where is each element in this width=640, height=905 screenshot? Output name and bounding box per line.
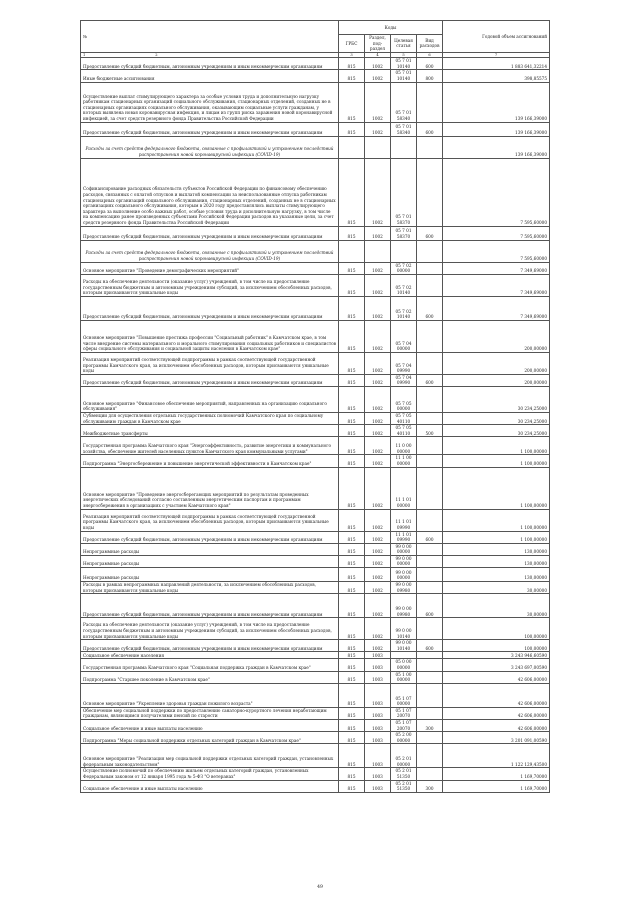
cell-sec: 1003 bbox=[365, 659, 391, 671]
cell-name: Предоставление субсидий бюджетным, автономным учреждениям и иным некоммерческим организациям bbox=[81, 374, 339, 386]
cell-grbs: 815 bbox=[339, 659, 365, 671]
table-row bbox=[81, 58, 550, 70]
cell-sec: 1003 bbox=[365, 744, 391, 768]
cell-kind bbox=[417, 555, 443, 567]
cell-name: Предоставление субсидий бюджетным, автономным учреждениям и иным некоммерческим организациям bbox=[81, 226, 339, 240]
cell-art: 05 7 04 00000 bbox=[391, 320, 417, 352]
cell-grbs: 815 bbox=[339, 296, 365, 320]
table-row bbox=[81, 509, 550, 531]
cell-grbs: 815 bbox=[339, 732, 365, 744]
cell-name: Реализация мероприятий соответствующей подпрограммы в рамках соответствующей государственной программы Камчатского края, за исключением обособленных расходов, которым присваиваются уникальные коды bbox=[81, 509, 339, 531]
cell-name: Социальное обеспечение и иные выплаты населению bbox=[81, 780, 339, 792]
cell-name: Подпрограмма "Старшее поколение в Камчатском крае" bbox=[81, 671, 339, 683]
cell-sum: 7 595,60000 bbox=[443, 240, 550, 262]
cell-art: 05 7 01 10140 bbox=[391, 58, 417, 70]
cell-grbs bbox=[339, 240, 365, 262]
cell-kind bbox=[417, 158, 443, 226]
cell-grbs: 815 bbox=[339, 531, 365, 543]
cell-sum: 30,00000 bbox=[443, 594, 550, 618]
cell-kind: 600 bbox=[417, 122, 443, 136]
cell-sum: 398,85575 bbox=[443, 70, 550, 82]
cell-kind: 600 bbox=[417, 296, 443, 320]
cell-art: 11 0 00 00000 bbox=[391, 437, 417, 455]
cell-name: Иные бюджетные ассигнования bbox=[81, 70, 339, 82]
header-codes: Коды bbox=[339, 21, 443, 35]
cell-kind bbox=[417, 707, 443, 719]
table-row bbox=[81, 82, 550, 122]
cell-kind bbox=[417, 274, 443, 296]
cell-kind: 600 bbox=[417, 226, 443, 240]
cell-art: 99 0 00 00000 bbox=[391, 543, 417, 555]
table-row bbox=[81, 780, 550, 792]
cell-kind bbox=[417, 732, 443, 744]
cell-kind: 600 bbox=[417, 640, 443, 652]
cell-sec: 1002 bbox=[365, 320, 391, 352]
cell-sec: 1002 bbox=[365, 226, 391, 240]
cell-sum: 1 100,00000 bbox=[443, 509, 550, 531]
cell-name: Предоставление субсидий бюджетным, автономным учреждениям и иным некоммерческим организациям bbox=[81, 594, 339, 618]
cell-grbs: 815 bbox=[339, 720, 365, 732]
table-row bbox=[81, 425, 550, 437]
cell-name: Основное мероприятие "Финансовое обеспечение мероприятий, направленных на организацию социального обслуживания" bbox=[81, 386, 339, 412]
cell-sec: 1002 bbox=[365, 425, 391, 437]
cell-grbs: 815 bbox=[339, 425, 365, 437]
cell-sec bbox=[365, 136, 391, 158]
cell-kind: 600 bbox=[417, 58, 443, 70]
index-3: 3 bbox=[339, 52, 365, 57]
cell-name: Межбюджетные трансферты bbox=[81, 425, 339, 437]
cell-grbs: 815 bbox=[339, 274, 365, 296]
cell-sec: 1002 bbox=[365, 296, 391, 320]
cell-art: 11 1 01 09990 bbox=[391, 531, 417, 543]
cell-kind bbox=[417, 683, 443, 707]
cell-grbs: 815 bbox=[339, 768, 365, 780]
cell-grbs: 815 bbox=[339, 671, 365, 683]
cell-grbs: 815 bbox=[339, 467, 365, 509]
cell-sum: 1 122 129,43500 bbox=[443, 744, 550, 768]
cell-sec: 1002 bbox=[365, 70, 391, 82]
cell-kind: 600 bbox=[417, 374, 443, 386]
budget-table bbox=[80, 20, 550, 793]
cell-name: Реализация мероприятий соответствующей подпрограммы в рамках соответствующей государственной программы Камчатского края, за исключением обособленных расходов, которым присваиваются уникальные коды bbox=[81, 352, 339, 374]
cell-name: Обеспечение мер социальной поддержки по предоставлению санаторно-курортного лечения неработающим гражданам, являющимся получателями пенсий по старости bbox=[81, 707, 339, 719]
cell-art: 99 0 00 00000 bbox=[391, 555, 417, 567]
cell-name: Непрограммные расходы bbox=[81, 543, 339, 555]
cell-sec: 1003 bbox=[365, 671, 391, 683]
cell-name: Софинансирование расходных обязательств субъектов Российской Федерации по финансовому обеспечению расходов, связанных с оплатой отпусков и выплатой компенсации за неиспользованные отпуска работникам стационарных организаций социального обслуживания, стационарных отделений, созданных не в стационарных организациях социального обслуживания, которым в 2020 году предоставлялись выплаты стимулирующего характера за выполнение особо важных работ, особые условия труда и дополнительную нагрузку, в том числе на компенсацию ранее произведенных субъектами Российской Федерации расходов на указанные цели, за счет средств резервного фонда Правительства Российской Федерации bbox=[81, 158, 339, 226]
table-row bbox=[81, 531, 550, 543]
cell-name: Основное мероприятие "Проведение демографических мероприятий" bbox=[81, 262, 339, 274]
cell-grbs: 815 bbox=[339, 568, 365, 582]
cell-grbs: 815 bbox=[339, 262, 365, 274]
cell-name: Основное мероприятие "Реализация мер социальной поддержки отдельных категорий граждан, установленных федеральным законодательством" bbox=[81, 744, 339, 768]
header-article: Целевая статья bbox=[391, 35, 417, 53]
header-annual-sum: Годовой объем ассигнований bbox=[443, 21, 550, 53]
cell-name: Непрограммные расходы bbox=[81, 555, 339, 567]
cell-grbs: 815 bbox=[339, 594, 365, 618]
cell-kind bbox=[417, 671, 443, 683]
table-row bbox=[81, 659, 550, 671]
cell-grbs: 815 bbox=[339, 82, 365, 122]
cell-sum: 7 349,69000 bbox=[443, 262, 550, 274]
cell-kind bbox=[417, 240, 443, 262]
cell-grbs: 815 bbox=[339, 652, 365, 659]
cell-kind bbox=[417, 437, 443, 455]
cell-kind bbox=[417, 455, 443, 467]
cell-sum: 1 169,70000 bbox=[443, 780, 550, 792]
cell-sum: 130,00000 bbox=[443, 568, 550, 582]
cell-art bbox=[391, 136, 417, 158]
cell-sum: 42 606,00000 bbox=[443, 707, 550, 719]
cell-art: 05 7 02 00000 bbox=[391, 262, 417, 274]
cell-sum: 7 595,60000 bbox=[443, 226, 550, 240]
cell-art: 11 1 01 09990 bbox=[391, 509, 417, 531]
cell-sec: 1002 bbox=[365, 437, 391, 455]
table-row bbox=[81, 240, 550, 262]
cell-name: Расходы за счет средств федерального бюджета, связанные с профилактикой и устранением последствий распространения новой коронавирусной инфекции (COVID-19) bbox=[81, 240, 339, 262]
header-grbs: ГРБС bbox=[339, 35, 365, 53]
table-row bbox=[81, 226, 550, 240]
cell-sum: 1 100,00000 bbox=[443, 531, 550, 543]
table-row bbox=[81, 618, 550, 640]
table-row bbox=[81, 768, 550, 780]
cell-name: Основное мероприятие "Укрепление здоровья граждан пожилого возраста" bbox=[81, 683, 339, 707]
cell-sec: 1002 bbox=[365, 509, 391, 531]
table-row bbox=[81, 158, 550, 226]
table-row bbox=[81, 136, 550, 158]
cell-sec: 1002 bbox=[365, 386, 391, 412]
cell-art: 05 0 00 00000 bbox=[391, 659, 417, 671]
cell-art: 05 7 04 09990 bbox=[391, 352, 417, 374]
cell-name: Предоставление субсидий бюджетным, автономным учреждениям и иным некоммерческим организациям bbox=[81, 640, 339, 652]
cell-sec: 1002 bbox=[365, 374, 391, 386]
cell-kind: 600 bbox=[417, 531, 443, 543]
cell-kind bbox=[417, 582, 443, 594]
cell-kind bbox=[417, 659, 443, 671]
cell-sum: 42 606,00000 bbox=[443, 671, 550, 683]
cell-sec: 1002 bbox=[365, 618, 391, 640]
cell-kind bbox=[417, 744, 443, 768]
cell-art: 05 7 04 09990 bbox=[391, 374, 417, 386]
cell-grbs: 815 bbox=[339, 509, 365, 531]
cell-grbs: 815 bbox=[339, 780, 365, 792]
cell-art: 05 1 07 20070 bbox=[391, 707, 417, 719]
cell-grbs: 815 bbox=[339, 58, 365, 70]
cell-sec: 1002 bbox=[365, 568, 391, 582]
cell-sec: 1002 bbox=[365, 274, 391, 296]
cell-sum: 7 595,60000 bbox=[443, 158, 550, 226]
cell-grbs: 815 bbox=[339, 412, 365, 424]
cell-name: Расходы на обеспечение деятельности (оказание услуг) учреждений, в том числе на предоставление государственным бюджетным и автономным учреждениям субсидий, за исключением обособленных расходов, которым присваиваются уникальные коды bbox=[81, 618, 339, 640]
header-number: № bbox=[81, 21, 339, 53]
cell-grbs: 815 bbox=[339, 707, 365, 719]
cell-name: Социальное обеспечение и иные выплаты населению bbox=[81, 720, 339, 732]
table-row bbox=[81, 412, 550, 424]
cell-name: Субвенции для осуществления отдельных государственных полномочий Камчатского края по социальному обслуживанию граждан в Камчатском крае bbox=[81, 412, 339, 424]
cell-grbs: 815 bbox=[339, 582, 365, 594]
cell-grbs: 815 bbox=[339, 374, 365, 386]
document-page bbox=[80, 20, 550, 793]
cell-name: Предоставление субсидий бюджетным, автономным учреждениям и иным некоммерческим организациям bbox=[81, 58, 339, 70]
cell-art: 99 0 00 09980 bbox=[391, 582, 417, 594]
cell-art: 99 0 00 10140 bbox=[391, 640, 417, 652]
cell-sum: 200,00000 bbox=[443, 374, 550, 386]
cell-grbs: 815 bbox=[339, 455, 365, 467]
cell-sum: 7 349,69000 bbox=[443, 274, 550, 296]
cell-art: 11 1 01 00000 bbox=[391, 467, 417, 509]
cell-art: 05 7 05 00000 bbox=[391, 386, 417, 412]
cell-sum: 30 234,25000 bbox=[443, 386, 550, 412]
index-2: 2 bbox=[155, 52, 158, 57]
table-row bbox=[81, 582, 550, 594]
cell-kind: 300 bbox=[417, 720, 443, 732]
cell-kind bbox=[417, 386, 443, 412]
cell-grbs: 815 bbox=[339, 158, 365, 226]
cell-sec: 1002 bbox=[365, 352, 391, 374]
cell-art: 05 7 01 58370 bbox=[391, 158, 417, 226]
table-row bbox=[81, 386, 550, 412]
cell-name: Государственная программа Камчатского края "Энергоэффективность, развитие энергетики и коммунального хозяйства, обеспечение жителей населенных пунктов Камчатского края коммунальными услугами" bbox=[81, 437, 339, 455]
cell-sum: 200,00000 bbox=[443, 320, 550, 352]
cell-name: Основное мероприятие "Проведение энергосберегающих мероприятий по результатам проведенных энергетических обследований согласно составленным энергетическим паспортам и программам энергосбережения в организациях с участием Камчатского края" bbox=[81, 467, 339, 509]
cell-sec: 1002 bbox=[365, 122, 391, 136]
cell-sum: 3 243 946,60590 bbox=[443, 652, 550, 659]
cell-grbs: 815 bbox=[339, 640, 365, 652]
cell-sum: 1 169,70000 bbox=[443, 768, 550, 780]
cell-sec: 1002 bbox=[365, 555, 391, 567]
cell-sec: 1003 bbox=[365, 683, 391, 707]
cell-kind bbox=[417, 82, 443, 122]
cell-kind bbox=[417, 136, 443, 158]
cell-sum: 139 166,39000 bbox=[443, 136, 550, 158]
cell-art: 11 1 00 00000 bbox=[391, 455, 417, 467]
cell-name: Основное мероприятие "Повышение престижа профессии "Социальный работник" в Камчатском крае, в том числе внедрение системы материального и морального стимулирования социальных работников и специалистов сферы социального обслуживания и социальной защиты населения в Камчатском крае" bbox=[81, 320, 339, 352]
cell-kind: 500 bbox=[417, 425, 443, 437]
cell-name: Подпрограмма "Энергосбережение и повышение энергетической эффективности в Камчатском крае" bbox=[81, 455, 339, 467]
table-row bbox=[81, 320, 550, 352]
cell-sum: 1 100,00000 bbox=[443, 455, 550, 467]
cell-sec: 1002 bbox=[365, 412, 391, 424]
cell-sec: 1003 bbox=[365, 768, 391, 780]
table-row bbox=[81, 594, 550, 618]
cell-name: Государственная программа Камчатского края "Социальная поддержка граждан в Камчатском крае" bbox=[81, 659, 339, 671]
cell-name: Осуществление полномочий по обеспечению жильем отдельных категорий граждан, установленных Федеральным законом от 12 января 1995 года № 5-ФЗ "О ветеранах" bbox=[81, 768, 339, 780]
table-row bbox=[81, 437, 550, 455]
cell-grbs: 815 bbox=[339, 744, 365, 768]
cell-sum: 130,00000 bbox=[443, 543, 550, 555]
cell-grbs: 815 bbox=[339, 320, 365, 352]
index-5: 5 bbox=[391, 52, 417, 57]
cell-sec: 1002 bbox=[365, 543, 391, 555]
cell-art: 05 7 01 58340 bbox=[391, 122, 417, 136]
cell-art: 05 2 01 00000 bbox=[391, 744, 417, 768]
cell-grbs: 815 bbox=[339, 70, 365, 82]
table-row bbox=[81, 555, 550, 567]
table-row bbox=[81, 455, 550, 467]
table-row bbox=[81, 671, 550, 683]
cell-sec: 1002 bbox=[365, 582, 391, 594]
cell-sec: 1002 bbox=[365, 467, 391, 509]
table-row bbox=[81, 262, 550, 274]
cell-grbs: 815 bbox=[339, 386, 365, 412]
cell-art: 05 2 01 51350 bbox=[391, 780, 417, 792]
cell-sum: 200,00000 bbox=[443, 352, 550, 374]
table-row bbox=[81, 274, 550, 296]
cell-kind bbox=[417, 352, 443, 374]
cell-sec: 1002 bbox=[365, 58, 391, 70]
cell-name: Расходы в рамках непрограммных направлений деятельности, за исключением обособленных расходов, которым присваиваются уникальные коды bbox=[81, 582, 339, 594]
cell-art: 05 2 00 00000 bbox=[391, 732, 417, 744]
table-body bbox=[81, 58, 550, 793]
cell-sum: 1 100,00000 bbox=[443, 437, 550, 455]
cell-name: Расходы на обеспечение деятельности (оказание услуг) учреждений, в том числе на предоставление государственным бюджетным и автономным учреждениям субсидий, за исключением обособленных расходов, которым присваиваются уникальные коды bbox=[81, 274, 339, 296]
cell-kind bbox=[417, 412, 443, 424]
cell-sum: 3 201 091,00590 bbox=[443, 732, 550, 744]
cell-name: Подпрограмма "Меры социальной поддержки отдельных категорий граждан в Камчатском крае" bbox=[81, 732, 339, 744]
cell-name: Социальное обеспечение населения bbox=[81, 652, 339, 659]
cell-name: Предоставление субсидий бюджетным, автономным учреждениям и иным некоммерческим организациям bbox=[81, 122, 339, 136]
cell-kind bbox=[417, 262, 443, 274]
cell-grbs: 815 bbox=[339, 226, 365, 240]
cell-sec: 1002 bbox=[365, 262, 391, 274]
cell-art: 05 7 05 40110 bbox=[391, 412, 417, 424]
table-row bbox=[81, 744, 550, 768]
cell-name: Расходы за счет средств федерального бюджета, связанные с профилактикой и устранением последствий распространения новой коронавирусной инфекции (COVID-19) bbox=[81, 136, 339, 158]
cell-sec: 1003 bbox=[365, 780, 391, 792]
cell-sum: 30 234,25000 bbox=[443, 425, 550, 437]
cell-sum: 130,00000 bbox=[443, 555, 550, 567]
cell-sec: 1003 bbox=[365, 732, 391, 744]
page-number: 49 bbox=[317, 885, 323, 890]
cell-sec: 1002 bbox=[365, 82, 391, 122]
cell-sec: 1002 bbox=[365, 158, 391, 226]
cell-sec: 1002 bbox=[365, 640, 391, 652]
table-row bbox=[81, 543, 550, 555]
table-row bbox=[81, 568, 550, 582]
cell-art bbox=[391, 652, 417, 659]
cell-sec: 1002 bbox=[365, 594, 391, 618]
cell-kind bbox=[417, 618, 443, 640]
cell-grbs: 815 bbox=[339, 437, 365, 455]
cell-sum: 30 234,25000 bbox=[443, 412, 550, 424]
cell-art: 99 0 00 00000 bbox=[391, 568, 417, 582]
index-4: 4 bbox=[365, 52, 391, 57]
table-row bbox=[81, 467, 550, 509]
cell-sec: 1003 bbox=[365, 652, 391, 659]
cell-art: 05 1 07 20070 bbox=[391, 720, 417, 732]
cell-sum: 100,00000 bbox=[443, 640, 550, 652]
cell-sum: 3 243 697,00590 bbox=[443, 659, 550, 671]
cell-sum: 42 606,00000 bbox=[443, 683, 550, 707]
cell-art: 05 7 01 10140 bbox=[391, 70, 417, 82]
cell-art: 99 0 00 09980 bbox=[391, 594, 417, 618]
cell-kind bbox=[417, 652, 443, 659]
cell-sum: 139 166,39000 bbox=[443, 122, 550, 136]
cell-sum: 42 606,00000 bbox=[443, 720, 550, 732]
cell-sec: 1002 bbox=[365, 531, 391, 543]
cell-kind bbox=[417, 320, 443, 352]
cell-art: 99 0 00 10140 bbox=[391, 618, 417, 640]
cell-sum: 139 166,39000 bbox=[443, 82, 550, 122]
cell-art: 05 2 01 51350 bbox=[391, 768, 417, 780]
cell-art: 05 7 02 10140 bbox=[391, 296, 417, 320]
cell-sum: 100,00000 bbox=[443, 618, 550, 640]
cell-sum: 7 349,69000 bbox=[443, 296, 550, 320]
cell-grbs: 815 bbox=[339, 683, 365, 707]
cell-sec: 1003 bbox=[365, 707, 391, 719]
cell-sec: 1002 bbox=[365, 455, 391, 467]
cell-art: 05 7 01 58370 bbox=[391, 226, 417, 240]
cell-sec: 1003 bbox=[365, 720, 391, 732]
header-section: Раздел, под-раздел bbox=[365, 35, 391, 53]
cell-grbs bbox=[339, 136, 365, 158]
cell-grbs: 815 bbox=[339, 555, 365, 567]
table-row bbox=[81, 374, 550, 386]
cell-art: 05 1 07 00000 bbox=[391, 683, 417, 707]
table-row bbox=[81, 122, 550, 136]
cell-sum: 30,00000 bbox=[443, 582, 550, 594]
table-row bbox=[81, 707, 550, 719]
cell-grbs: 815 bbox=[339, 618, 365, 640]
index-7: 7 bbox=[443, 52, 550, 57]
cell-sum: 1 883 641,32214 bbox=[443, 58, 550, 70]
cell-art: 05 7 02 10140 bbox=[391, 274, 417, 296]
cell-kind: 800 bbox=[417, 70, 443, 82]
cell-kind bbox=[417, 543, 443, 555]
table-row bbox=[81, 683, 550, 707]
table-row bbox=[81, 296, 550, 320]
table-row bbox=[81, 720, 550, 732]
cell-grbs: 815 bbox=[339, 352, 365, 374]
cell-kind bbox=[417, 768, 443, 780]
cell-kind: 600 bbox=[417, 594, 443, 618]
table-row bbox=[81, 652, 550, 659]
cell-sec bbox=[365, 240, 391, 262]
cell-kind: 300 bbox=[417, 780, 443, 792]
cell-grbs: 815 bbox=[339, 122, 365, 136]
table-row bbox=[81, 640, 550, 652]
cell-name: Непрограммные расходы bbox=[81, 568, 339, 582]
cell-art bbox=[391, 240, 417, 262]
cell-grbs: 815 bbox=[339, 543, 365, 555]
index-6: 6 bbox=[417, 52, 443, 57]
cell-name: Предоставление субсидий бюджетным, автономным учреждениям и иным некоммерческим организациям bbox=[81, 531, 339, 543]
cell-kind bbox=[417, 509, 443, 531]
cell-art: 05 7 05 40110 bbox=[391, 425, 417, 437]
cell-art: 05 7 01 58340 bbox=[391, 82, 417, 122]
cell-name: Предоставление субсидий бюджетным, автономным учреждениям и иным некоммерческим организациям bbox=[81, 296, 339, 320]
index-1: 1 bbox=[83, 52, 86, 57]
cell-kind bbox=[417, 467, 443, 509]
cell-kind bbox=[417, 568, 443, 582]
cell-name: Осуществление выплат стимулирующего характера за особые условия труда и дополнительную нагрузку работникам стационарных организаций социального обслуживания, стационарных отделений, созданных не в стационарных организациях социального обслуживания, оказывающим социальные услуги гражданам, у которых выявлена новая коронавирусная инфекция, и лицам из групп риска заражения новой коронавирусной инфекцией, за счет средств резервного фонда Правительства Российской Федерации bbox=[81, 82, 339, 122]
table-row bbox=[81, 732, 550, 744]
cell-sum: 1 100,00000 bbox=[443, 467, 550, 509]
table-row bbox=[81, 352, 550, 374]
cell-art: 05 1 00 00000 bbox=[391, 671, 417, 683]
table-row bbox=[81, 70, 550, 82]
header-kind: Вид расходов bbox=[417, 35, 443, 53]
